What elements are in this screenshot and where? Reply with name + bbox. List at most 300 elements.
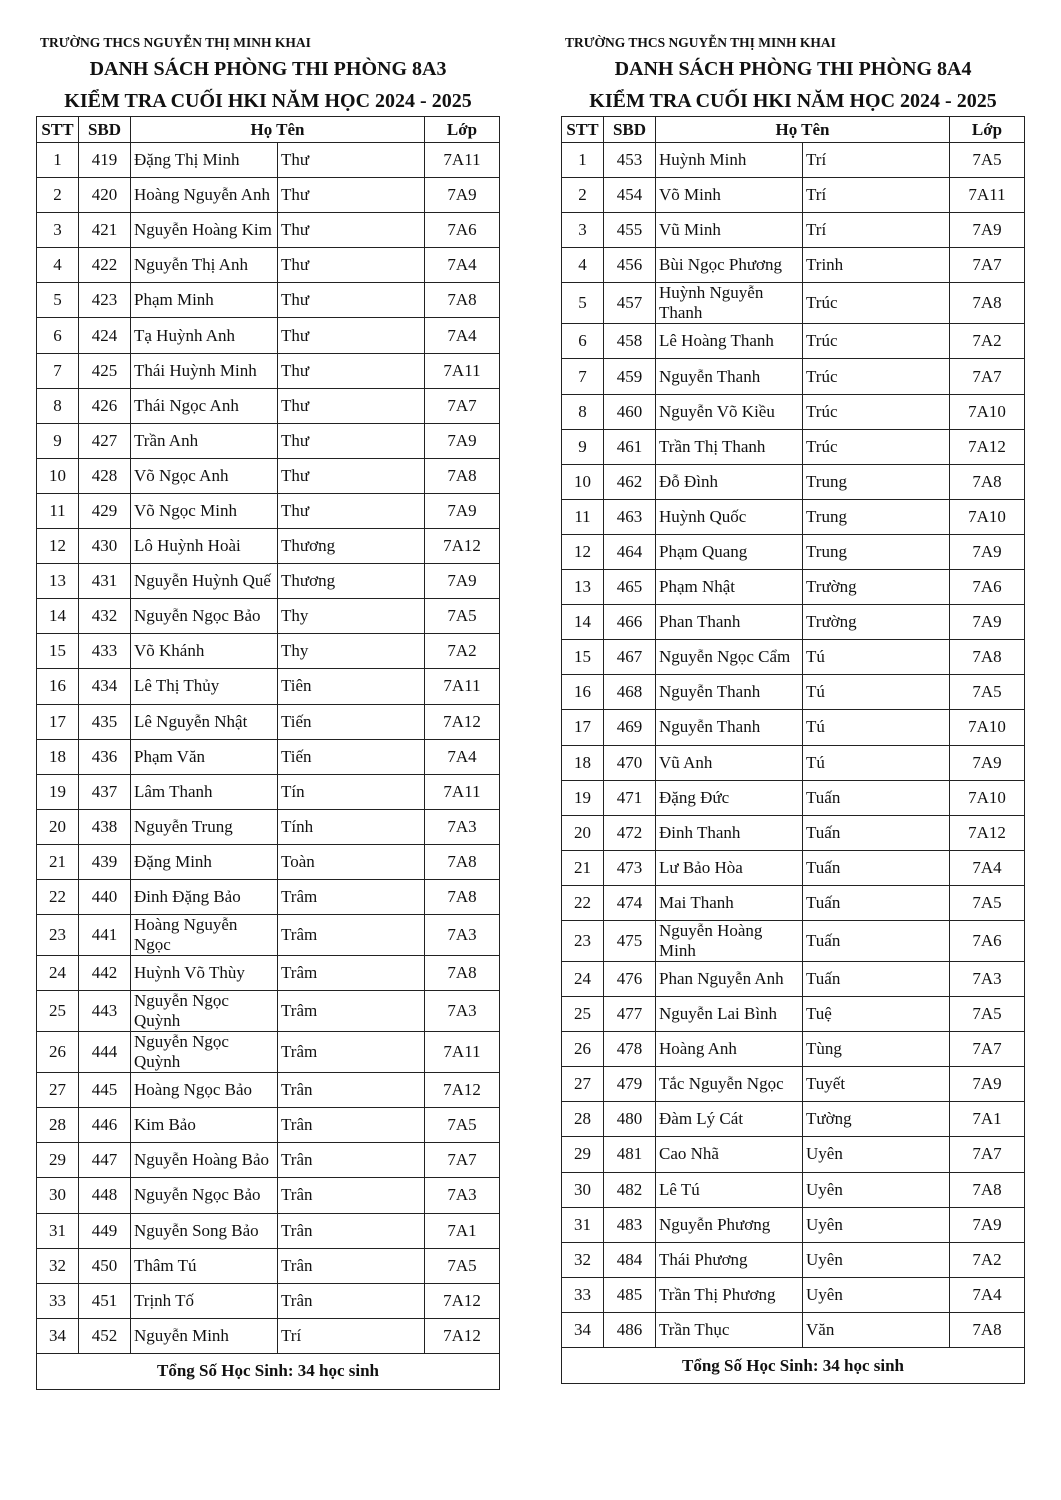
cell-lop: 7A12 (425, 529, 500, 564)
table-row (562, 178, 1025, 213)
cell-stt: 25 (562, 997, 604, 1032)
cell-stt: 14 (562, 605, 604, 640)
cell-ho-dem: Phạm Nhật (656, 570, 803, 605)
cell-stt: 13 (562, 570, 604, 605)
cell-ten: Trân (278, 1108, 425, 1143)
cell-ten: Tiên (278, 669, 425, 704)
cell-stt: 21 (37, 844, 79, 879)
cell-ho-dem: Nguyễn Thị Anh (131, 248, 278, 283)
header-lop: Lớp (425, 117, 500, 143)
cell-ten: Uyên (803, 1172, 950, 1207)
table-row (37, 1073, 500, 1108)
table-row (562, 1277, 1025, 1312)
cell-stt: 34 (37, 1318, 79, 1353)
cell-ten: Trinh (803, 248, 950, 283)
cell-lop: 7A7 (950, 1032, 1025, 1067)
cell-sbd: 455 (604, 213, 656, 248)
table-row (37, 1318, 500, 1353)
table-row (37, 143, 500, 178)
cell-lop: 7A9 (425, 564, 500, 599)
cell-stt: 22 (562, 885, 604, 920)
cell-lop: 7A11 (950, 178, 1025, 213)
cell-stt: 22 (37, 879, 79, 914)
table-row (37, 739, 500, 774)
table-row (37, 564, 500, 599)
table-row (562, 1207, 1025, 1242)
cell-stt: 2 (562, 178, 604, 213)
cell-stt: 11 (562, 499, 604, 534)
cell-ho-dem: Đỗ Đình (656, 464, 803, 499)
cell-ho-dem: Tắc Nguyễn Ngọc (656, 1067, 803, 1102)
cell-ho-dem: Nguyễn Thanh (656, 710, 803, 745)
header-sbd: SBD (604, 117, 656, 143)
exam-room-sheet-8a4 (561, 33, 1025, 1384)
cell-ten: Trường (803, 605, 950, 640)
cell-lop: 7A9 (950, 534, 1025, 569)
cell-lop: 7A7 (950, 359, 1025, 394)
cell-stt: 32 (37, 1248, 79, 1283)
cell-ho-dem: Nguyễn Võ Kiều (656, 394, 803, 429)
cell-ten: Trí (803, 213, 950, 248)
cell-lop: 7A9 (425, 178, 500, 213)
cell-stt: 8 (37, 388, 79, 423)
cell-ho-dem: Nguyễn Ngọc Cẩm (656, 640, 803, 675)
cell-lop: 7A7 (425, 1143, 500, 1178)
cell-lop: 7A8 (425, 283, 500, 318)
cell-ho-dem: Kim Bảo (131, 1108, 278, 1143)
cell-ten: Tuấn (803, 920, 950, 961)
cell-ten: Uyên (803, 1242, 950, 1277)
cell-sbd: 462 (604, 464, 656, 499)
cell-ten: Trung (803, 534, 950, 569)
table-header-row (562, 117, 1025, 143)
cell-lop: 7A5 (950, 675, 1025, 710)
header-lop: Lớp (950, 117, 1025, 143)
table-row (562, 745, 1025, 780)
cell-ho-dem: Nguyễn Ngọc Quỳnh (131, 991, 278, 1032)
cell-ho-dem: Trần Anh (131, 423, 278, 458)
table-row (37, 809, 500, 844)
cell-stt: 18 (37, 739, 79, 774)
table-row (562, 605, 1025, 640)
table-row (37, 353, 500, 388)
cell-lop: 7A8 (425, 956, 500, 991)
cell-ten: Tuấn (803, 961, 950, 996)
cell-stt: 19 (37, 774, 79, 809)
cell-ten: Tiến (278, 704, 425, 739)
table-row (562, 359, 1025, 394)
table-row (37, 493, 500, 528)
cell-stt: 29 (562, 1137, 604, 1172)
cell-lop: 7A7 (950, 1137, 1025, 1172)
cell-ten: Trí (278, 1318, 425, 1353)
table-row (562, 961, 1025, 996)
cell-stt: 12 (562, 534, 604, 569)
cell-ho-dem: Trịnh Tố (131, 1283, 278, 1318)
cell-stt: 1 (562, 143, 604, 178)
cell-stt: 18 (562, 745, 604, 780)
cell-stt: 30 (37, 1178, 79, 1213)
cell-lop: 7A12 (950, 815, 1025, 850)
cell-sbd: 477 (604, 997, 656, 1032)
table-row (562, 920, 1025, 961)
cell-sbd: 435 (79, 704, 131, 739)
cell-lop: 7A10 (950, 499, 1025, 534)
cell-lop: 7A6 (425, 213, 500, 248)
cell-lop: 7A7 (950, 248, 1025, 283)
cell-ho-dem: Hoàng Nguyễn Ngọc (131, 915, 278, 956)
cell-sbd: 463 (604, 499, 656, 534)
cell-ten: Tuấn (803, 885, 950, 920)
cell-ho-dem: Cao Nhã (656, 1137, 803, 1172)
cell-sbd: 451 (79, 1283, 131, 1318)
cell-stt: 8 (562, 394, 604, 429)
cell-ho-dem: Lâm Thanh (131, 774, 278, 809)
cell-stt: 33 (562, 1277, 604, 1312)
cell-ho-dem: Nguyễn Minh (131, 1318, 278, 1353)
cell-stt: 9 (37, 423, 79, 458)
cell-lop: 7A8 (950, 1172, 1025, 1207)
cell-lop: 7A9 (950, 605, 1025, 640)
cell-ho-dem: Nguyễn Song Bảo (131, 1213, 278, 1248)
cell-ten: Thư (278, 388, 425, 423)
cell-ten: Trân (278, 1073, 425, 1108)
cell-ten: Thư (278, 248, 425, 283)
cell-lop: 7A11 (425, 669, 500, 704)
cell-lop: 7A8 (950, 640, 1025, 675)
cell-lop: 7A8 (425, 458, 500, 493)
cell-lop: 7A3 (425, 809, 500, 844)
school-name: TRƯỜNG THCS NGUYỄN THỊ MINH KHAI (565, 35, 836, 50)
cell-lop: 7A8 (950, 464, 1025, 499)
exam-subtitle: KIỂM TRA CUỐI HKI NĂM HỌC 2024 - 2025 (64, 90, 472, 112)
table-row (37, 529, 500, 564)
cell-stt: 31 (562, 1207, 604, 1242)
cell-ten: Uyên (803, 1207, 950, 1242)
cell-stt: 20 (37, 809, 79, 844)
table-row (37, 669, 500, 704)
cell-ten: Tú (803, 640, 950, 675)
cell-sbd: 437 (79, 774, 131, 809)
cell-lop: 7A12 (425, 1283, 500, 1318)
cell-lop: 7A9 (950, 1207, 1025, 1242)
cell-sbd: 460 (604, 394, 656, 429)
cell-lop: 7A11 (425, 774, 500, 809)
cell-ho-dem: Thái Huỳnh Minh (131, 353, 278, 388)
table-row (562, 1312, 1025, 1347)
cell-ho-dem: Lư Bảo Hòa (656, 850, 803, 885)
cell-stt: 10 (562, 464, 604, 499)
table-row (37, 774, 500, 809)
table-row (37, 213, 500, 248)
cell-lop: 7A10 (950, 710, 1025, 745)
cell-sbd: 438 (79, 809, 131, 844)
cell-lop: 7A2 (950, 1242, 1025, 1277)
cell-sbd: 464 (604, 534, 656, 569)
cell-sbd: 439 (79, 844, 131, 879)
cell-ho-dem: Võ Ngọc Anh (131, 458, 278, 493)
cell-ten: Thư (278, 423, 425, 458)
cell-ten: Thương (278, 564, 425, 599)
table-row (562, 1032, 1025, 1067)
header-ho-ten: Họ Tên (131, 117, 425, 143)
cell-sbd: 481 (604, 1137, 656, 1172)
student-table (561, 116, 1025, 1384)
cell-sbd: 440 (79, 879, 131, 914)
cell-lop: 7A9 (950, 1067, 1025, 1102)
cell-ten: Thư (278, 458, 425, 493)
room-title: DANH SÁCH PHÒNG THI PHÒNG 8A4 (614, 58, 972, 80)
table-row (37, 1178, 500, 1213)
cell-ho-dem: Đinh Thanh (656, 815, 803, 850)
cell-ho-dem: Phạm Văn (131, 739, 278, 774)
cell-ho-dem: Phạm Minh (131, 283, 278, 318)
cell-lop: 7A10 (950, 394, 1025, 429)
cell-stt: 31 (37, 1213, 79, 1248)
table-row (37, 1032, 500, 1073)
cell-ho-dem: Lê Thị Thủy (131, 669, 278, 704)
cell-ho-dem: Hoàng Nguyễn Anh (131, 178, 278, 213)
cell-ten: Trâm (278, 991, 425, 1032)
cell-lop: 7A12 (425, 1318, 500, 1353)
cell-stt: 16 (37, 669, 79, 704)
cell-ho-dem: Huỳnh Nguyễn Thanh (656, 283, 803, 324)
cell-ten: Trung (803, 464, 950, 499)
cell-lop: 7A4 (950, 850, 1025, 885)
cell-lop: 7A4 (425, 248, 500, 283)
table-row (37, 1143, 500, 1178)
cell-ten: Tuấn (803, 815, 950, 850)
cell-sbd: 479 (604, 1067, 656, 1102)
cell-lop: 7A6 (950, 570, 1025, 605)
cell-ten: Thư (278, 318, 425, 353)
cell-ho-dem: Đặng Minh (131, 844, 278, 879)
cell-ho-dem: Phạm Quang (656, 534, 803, 569)
cell-ho-dem: Lê Nguyễn Nhật (131, 704, 278, 739)
header-sbd: SBD (79, 117, 131, 143)
cell-ho-dem: Tạ Huỳnh Anh (131, 318, 278, 353)
cell-stt: 10 (37, 458, 79, 493)
cell-sbd: 457 (604, 283, 656, 324)
cell-ten: Thy (278, 599, 425, 634)
cell-lop: 7A10 (950, 780, 1025, 815)
total-students: Tổng Số Học Sinh: 34 học sinh (562, 1348, 1025, 1384)
cell-sbd: 486 (604, 1312, 656, 1347)
cell-lop: 7A5 (425, 1248, 500, 1283)
cell-stt: 7 (562, 359, 604, 394)
cell-ho-dem: Võ Khánh (131, 634, 278, 669)
cell-stt: 33 (37, 1283, 79, 1318)
cell-stt: 4 (562, 248, 604, 283)
cell-stt: 23 (562, 920, 604, 961)
cell-lop: 7A9 (425, 493, 500, 528)
cell-ten: Trúc (803, 394, 950, 429)
table-row (562, 143, 1025, 178)
cell-sbd: 475 (604, 920, 656, 961)
cell-ho-dem: Lê Tú (656, 1172, 803, 1207)
cell-stt: 2 (37, 178, 79, 213)
cell-sbd: 449 (79, 1213, 131, 1248)
cell-ho-dem: Lê Hoàng Thanh (656, 324, 803, 359)
cell-lop: 7A3 (425, 991, 500, 1032)
cell-lop: 7A9 (950, 745, 1025, 780)
cell-sbd: 446 (79, 1108, 131, 1143)
cell-lop: 7A8 (425, 879, 500, 914)
cell-stt: 20 (562, 815, 604, 850)
cell-lop: 7A4 (950, 1277, 1025, 1312)
cell-stt: 26 (37, 1032, 79, 1073)
student-table (36, 116, 500, 1390)
cell-ho-dem: Nguyễn Huỳnh Quế (131, 564, 278, 599)
cell-ten: Trúc (803, 359, 950, 394)
table-row (562, 815, 1025, 850)
cell-ho-dem: Nguyễn Ngọc Bảo (131, 599, 278, 634)
cell-sbd: 471 (604, 780, 656, 815)
cell-ten: Tuấn (803, 850, 950, 885)
cell-stt: 9 (562, 429, 604, 464)
cell-ho-dem: Bùi Ngọc Phương (656, 248, 803, 283)
table-row (562, 885, 1025, 920)
table-row (37, 1213, 500, 1248)
cell-ho-dem: Nguyễn Trung (131, 809, 278, 844)
cell-ho-dem: Thái Phương (656, 1242, 803, 1277)
cell-stt: 24 (37, 956, 79, 991)
header-ho-ten: Họ Tên (656, 117, 950, 143)
cell-lop: 7A1 (950, 1102, 1025, 1137)
cell-ten: Thư (278, 143, 425, 178)
cell-stt: 13 (37, 564, 79, 599)
cell-ten: Trúc (803, 283, 950, 324)
cell-stt: 16 (562, 675, 604, 710)
cell-ten: Trân (278, 1283, 425, 1318)
cell-ten: Trí (803, 178, 950, 213)
total-row (562, 1348, 1025, 1384)
cell-sbd: 484 (604, 1242, 656, 1277)
total-students: Tổng Số Học Sinh: 34 học sinh (37, 1353, 500, 1389)
cell-stt: 27 (37, 1073, 79, 1108)
cell-ho-dem: Nguyễn Ngọc Quỳnh (131, 1032, 278, 1073)
cell-lop: 7A9 (950, 213, 1025, 248)
cell-ten: Tiến (278, 739, 425, 774)
cell-sbd: 431 (79, 564, 131, 599)
cell-ho-dem: Hoàng Anh (656, 1032, 803, 1067)
cell-ten: Trâm (278, 956, 425, 991)
table-row (562, 640, 1025, 675)
room-title: DANH SÁCH PHÒNG THI PHÒNG 8A3 (89, 58, 447, 80)
cell-lop: 7A7 (425, 388, 500, 423)
header-stt: STT (37, 117, 79, 143)
school-name: TRƯỜNG THCS NGUYỄN THỊ MINH KHAI (40, 35, 311, 50)
cell-ten: Trâm (278, 1032, 425, 1073)
cell-sbd: 485 (604, 1277, 656, 1312)
cell-ho-dem: Phan Thanh (656, 605, 803, 640)
cell-ho-dem: Huỳnh Minh (656, 143, 803, 178)
cell-stt: 15 (37, 634, 79, 669)
cell-sbd: 458 (604, 324, 656, 359)
cell-ten: Thư (278, 353, 425, 388)
cell-lop: 7A3 (425, 915, 500, 956)
cell-sbd: 466 (604, 605, 656, 640)
header-stt: STT (562, 117, 604, 143)
table-row (562, 1172, 1025, 1207)
cell-stt: 30 (562, 1172, 604, 1207)
cell-ho-dem: Võ Ngọc Minh (131, 493, 278, 528)
cell-stt: 21 (562, 850, 604, 885)
cell-lop: 7A12 (950, 429, 1025, 464)
cell-sbd: 483 (604, 1207, 656, 1242)
cell-sbd: 434 (79, 669, 131, 704)
table-row (562, 499, 1025, 534)
cell-sbd: 442 (79, 956, 131, 991)
cell-sbd: 436 (79, 739, 131, 774)
table-row (562, 1102, 1025, 1137)
cell-sbd: 470 (604, 745, 656, 780)
table-row (562, 394, 1025, 429)
table-row (37, 879, 500, 914)
cell-sbd: 473 (604, 850, 656, 885)
cell-sbd: 456 (604, 248, 656, 283)
cell-lop: 7A4 (425, 739, 500, 774)
cell-ten: Tú (803, 710, 950, 745)
table-row (562, 780, 1025, 815)
cell-stt: 5 (37, 283, 79, 318)
cell-lop: 7A8 (950, 283, 1025, 324)
cell-ten: Tú (803, 745, 950, 780)
cell-sbd: 427 (79, 423, 131, 458)
cell-stt: 15 (562, 640, 604, 675)
table-row (37, 178, 500, 213)
table-row (562, 1137, 1025, 1172)
cell-sbd: 461 (604, 429, 656, 464)
table-row (562, 283, 1025, 324)
cell-ho-dem: Mai Thanh (656, 885, 803, 920)
table-row (37, 458, 500, 493)
cell-ho-dem: Nguyễn Thanh (656, 675, 803, 710)
table-row (37, 844, 500, 879)
cell-sbd: 448 (79, 1178, 131, 1213)
cell-ten: Toàn (278, 844, 425, 879)
cell-stt: 28 (37, 1108, 79, 1143)
cell-ten: Trí (803, 143, 950, 178)
cell-stt: 28 (562, 1102, 604, 1137)
cell-stt: 25 (37, 991, 79, 1032)
cell-stt: 26 (562, 1032, 604, 1067)
cell-ten: Thư (278, 178, 425, 213)
cell-stt: 3 (37, 213, 79, 248)
cell-stt: 11 (37, 493, 79, 528)
cell-stt: 27 (562, 1067, 604, 1102)
table-row (37, 1248, 500, 1283)
table-row (37, 991, 500, 1032)
cell-lop: 7A11 (425, 143, 500, 178)
cell-sbd: 447 (79, 1143, 131, 1178)
cell-sbd: 468 (604, 675, 656, 710)
cell-sbd: 428 (79, 458, 131, 493)
cell-stt: 5 (562, 283, 604, 324)
cell-ten: Tính (278, 809, 425, 844)
cell-ho-dem: Hoàng Ngọc Bảo (131, 1073, 278, 1108)
cell-ho-dem: Nguyễn Hoàng Minh (656, 920, 803, 961)
table-row (37, 634, 500, 669)
cell-ho-dem: Đàm Lý Cát (656, 1102, 803, 1137)
cell-lop: 7A8 (425, 844, 500, 879)
table-row (562, 464, 1025, 499)
exam-room-sheet-8a3 (36, 33, 500, 1390)
cell-stt: 7 (37, 353, 79, 388)
cell-ho-dem: Nguyễn Thanh (656, 359, 803, 394)
table-row (37, 915, 500, 956)
cell-sbd: 476 (604, 961, 656, 996)
